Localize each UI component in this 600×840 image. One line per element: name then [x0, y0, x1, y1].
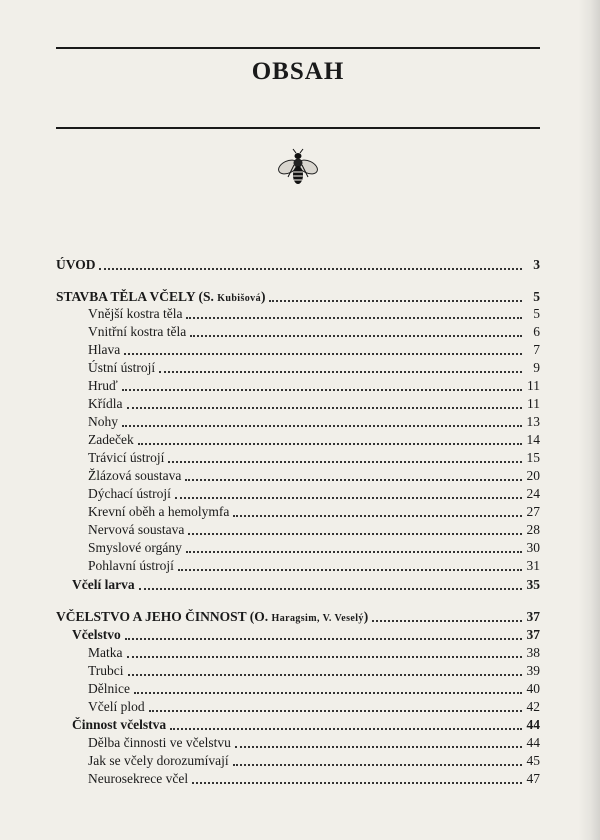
toc-entry-page: 47 — [526, 771, 540, 786]
toc-entry — [88, 467, 540, 485]
toc-entry-page: 31 — [526, 558, 540, 573]
toc-entry-page: 45 — [526, 753, 540, 768]
toc-entry-label: Zadeček — [88, 432, 134, 447]
toc-leader — [269, 288, 522, 302]
toc-entry-label: STAVBA TĚLA VČELY (S. Kubišová) — [56, 289, 266, 304]
toc-leader — [138, 431, 522, 445]
toc-leader — [128, 662, 522, 676]
toc-entry-label: Včelí larva — [72, 577, 135, 592]
toc-leader — [192, 770, 522, 784]
toc-entry-page: 24 — [526, 486, 540, 501]
toc-entry-label: Jak se včely dorozumívají — [88, 753, 229, 768]
toc-leader — [178, 557, 522, 571]
toc-entry — [88, 770, 540, 788]
toc-entry — [88, 377, 540, 395]
toc-leader — [168, 449, 522, 463]
toc-leader — [122, 413, 522, 427]
toc-leader — [170, 716, 522, 730]
toc-leader — [186, 305, 522, 319]
toc-entry-page: 44 — [526, 735, 540, 750]
toc-leader — [122, 377, 522, 391]
toc-entry-page: 30 — [526, 540, 540, 555]
toc-author: Kubišová — [217, 293, 261, 304]
toc-section-stavba — [56, 288, 540, 306]
toc-entry-page: 7 — [533, 342, 540, 357]
toc-entry-page: 38 — [526, 645, 540, 660]
toc-leader — [235, 734, 522, 748]
toc-entry-label: ÚVOD — [56, 257, 96, 272]
toc-entry — [88, 485, 540, 503]
toc-entry-label: Činnost včelstva — [72, 717, 167, 732]
toc-entry-label: Trubci — [88, 663, 124, 678]
toc-leader — [124, 341, 522, 355]
toc-entry-label: Trávicí ústrojí — [88, 450, 165, 465]
toc-leader — [372, 608, 522, 622]
toc-entry — [88, 557, 540, 575]
toc-entry-label: Dělba činnosti ve včelstvu — [88, 735, 231, 750]
toc-entry-label: Křídla — [88, 396, 123, 411]
toc-entry-page: 39 — [526, 663, 540, 678]
toc-leader — [127, 395, 523, 409]
toc-entry-label: Pohlavní ústrojí — [88, 558, 174, 573]
toc-entry — [88, 752, 540, 770]
toc-entry — [88, 521, 540, 539]
toc-entry-label: Včelí plod — [88, 699, 145, 714]
toc-leader — [190, 323, 522, 337]
toc-entry-page: 44 — [526, 717, 540, 732]
toc-entry-label: Neurosekrece včel — [88, 771, 189, 786]
toc-leader — [139, 576, 522, 590]
toc-entry-label: Nervová soustava — [88, 522, 185, 537]
toc-entry — [88, 734, 540, 752]
toc-entry-page: 5 — [533, 289, 540, 304]
toc-author: Haragsim, V. Veselý — [271, 613, 364, 624]
toc-entry-page: 13 — [526, 414, 540, 429]
toc-entry — [88, 698, 540, 716]
toc-entry-page: 6 — [533, 324, 540, 339]
toc-entry-page: 15 — [526, 450, 540, 465]
top-rule — [56, 47, 540, 49]
toc-entry-page: 11 — [527, 378, 540, 393]
toc-entry-uvod — [56, 256, 540, 274]
toc-leader — [188, 521, 522, 535]
toc-leader — [186, 539, 522, 553]
toc-leader — [175, 485, 522, 499]
toc-entry — [88, 539, 540, 557]
toc-entry-page: 20 — [526, 468, 540, 483]
toc-entry-label: VČELSTVO A JEHO ČINNOST (O. Haragsim, V. Veselý) — [56, 609, 369, 624]
toc-entry-label: Dýchací ústrojí — [88, 486, 171, 501]
toc-entry-label: Včelstvo — [72, 627, 121, 642]
toc-entry-label: Smyslové orgány — [88, 540, 182, 555]
toc-leader — [99, 256, 522, 270]
toc-subsection-cinnost — [72, 716, 540, 734]
toc-entry — [88, 323, 540, 341]
toc-entry-label: Žlázová soustava — [88, 468, 182, 483]
toc-entry — [88, 413, 540, 431]
toc-leader — [125, 626, 522, 640]
toc-section-vcelstvo — [56, 608, 540, 626]
toc-entry-page: 11 — [527, 396, 540, 411]
toc-entry — [88, 503, 540, 521]
toc-leader — [127, 644, 523, 658]
toc-entry — [88, 662, 540, 680]
toc-subsection-vcelstvo — [72, 626, 540, 644]
toc-entry-page: 40 — [526, 681, 540, 696]
bee-icon — [276, 147, 320, 191]
toc-entry-page: 5 — [533, 306, 540, 321]
toc-entry-page: 37 — [526, 609, 540, 624]
toc-entry — [88, 359, 540, 377]
toc-entry — [88, 431, 540, 449]
toc-entry-label: Vnější kostra těla — [88, 306, 183, 321]
toc-entry-page: 35 — [526, 577, 540, 592]
page-edge-shadow — [578, 0, 600, 840]
bottom-rule — [56, 127, 540, 129]
toc-entry-label: Vnitřní kostra těla — [88, 324, 187, 339]
toc-leader — [159, 359, 522, 373]
toc-entry-page: 14 — [526, 432, 540, 447]
toc-entry-page: 3 — [533, 257, 540, 272]
toc-entry-label: Hlava — [88, 342, 121, 357]
toc-leader — [149, 698, 522, 712]
page-title: OBSAH — [251, 58, 345, 85]
toc-leader — [233, 503, 522, 517]
toc-entry-page: 27 — [526, 504, 540, 519]
toc-entry-page: 28 — [526, 522, 540, 537]
toc-entry-label: Nohy — [88, 414, 118, 429]
toc-entry-label: Matka — [88, 645, 123, 660]
toc-leader — [233, 752, 522, 766]
toc-entry-page: 9 — [533, 360, 540, 375]
toc-entry-page: 42 — [526, 699, 540, 714]
toc-entry-label: Dělnice — [88, 681, 130, 696]
toc-entry — [88, 395, 540, 413]
toc-entry-label: Hruď — [88, 378, 118, 393]
toc-entry — [88, 680, 540, 698]
toc-entry — [88, 341, 540, 359]
toc-leader — [185, 467, 522, 481]
toc-entry-page: 37 — [526, 627, 540, 642]
toc-subsection-vceli-larva — [72, 576, 540, 594]
toc-entry — [88, 449, 540, 467]
toc-entry — [88, 644, 540, 662]
toc-leader — [134, 680, 522, 694]
toc-entry — [88, 305, 540, 323]
toc-entry-label: Krevní oběh a hemolymfa — [88, 504, 230, 519]
toc-entry-label: Ústní ústrojí — [88, 360, 156, 375]
